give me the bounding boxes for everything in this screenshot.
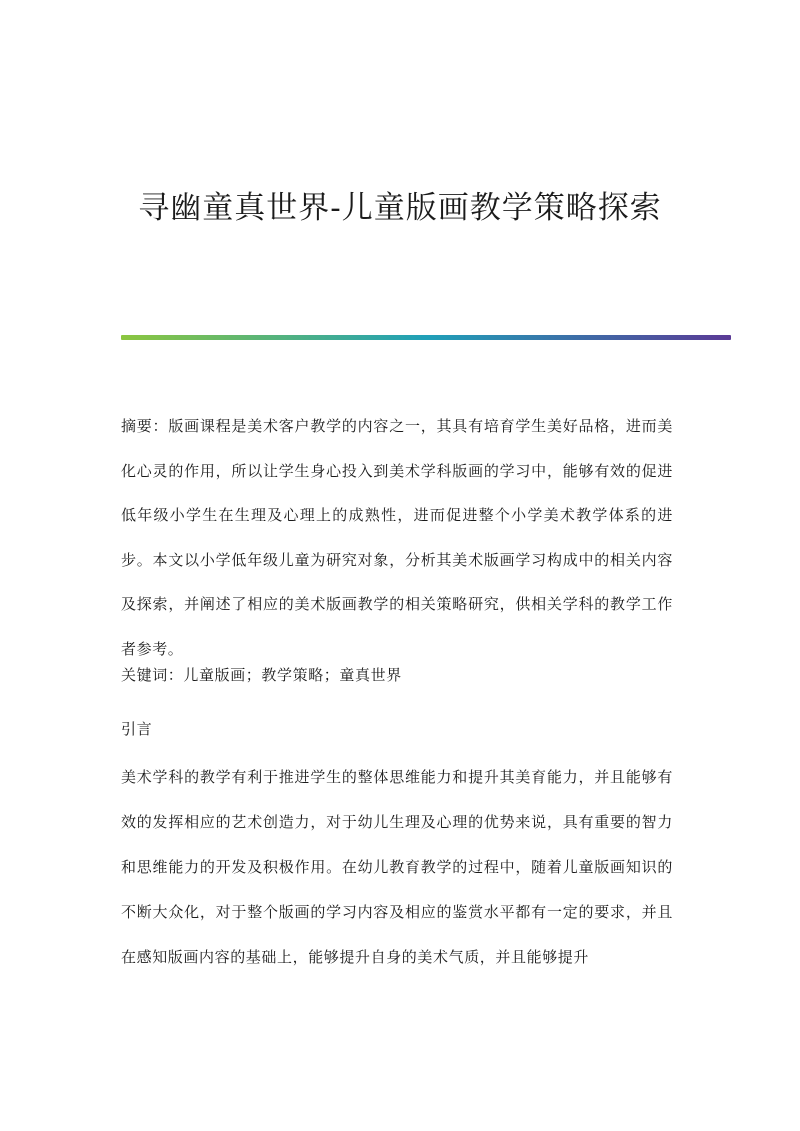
keywords-line: 关键词：儿童版画；教学策略；童真世界 bbox=[121, 666, 402, 684]
intro-paragraph: 美术学科的教学有利于推进学生的整体思维能力和提升其美育能力，并且能够有效的发挥相应的艺术创造力，对于幼儿生理及心理的优势来说，具有重要的智力和思维能力的开发及积极作用。在幼儿教育教学的过程中，随着儿童版画知识的不断大众化，对于整个版画的学习内容及相应的鉴赏水平都有一定的要求，并且在感知版画内容的基础上，能够提升自身的美术气质，并且能够提升 bbox=[121, 768, 673, 966]
title-divider bbox=[121, 335, 731, 340]
document-title: 寻幽童真世界-儿童版画教学策略探索 bbox=[138, 190, 662, 226]
abstract-paragraph: 摘要：版画课程是美术客户教学的内容之一，其具有培育学生美好品格，进而美化心灵的作用，所以让学生身心投入到美术学科版画的学习中，能够有效的促进低年级小学生在生理及心理上的成熟性，进而促进整个小学美术教学体系的进步。本文以小学低年级儿童为研究对象，分析其美术版画学习构成中的相关内容及探索，并阐述了相应的美术版画教学的相关策略研究，供相关学科的教学工作者参考。 bbox=[121, 417, 673, 658]
intro-heading: 引言 bbox=[121, 720, 153, 738]
